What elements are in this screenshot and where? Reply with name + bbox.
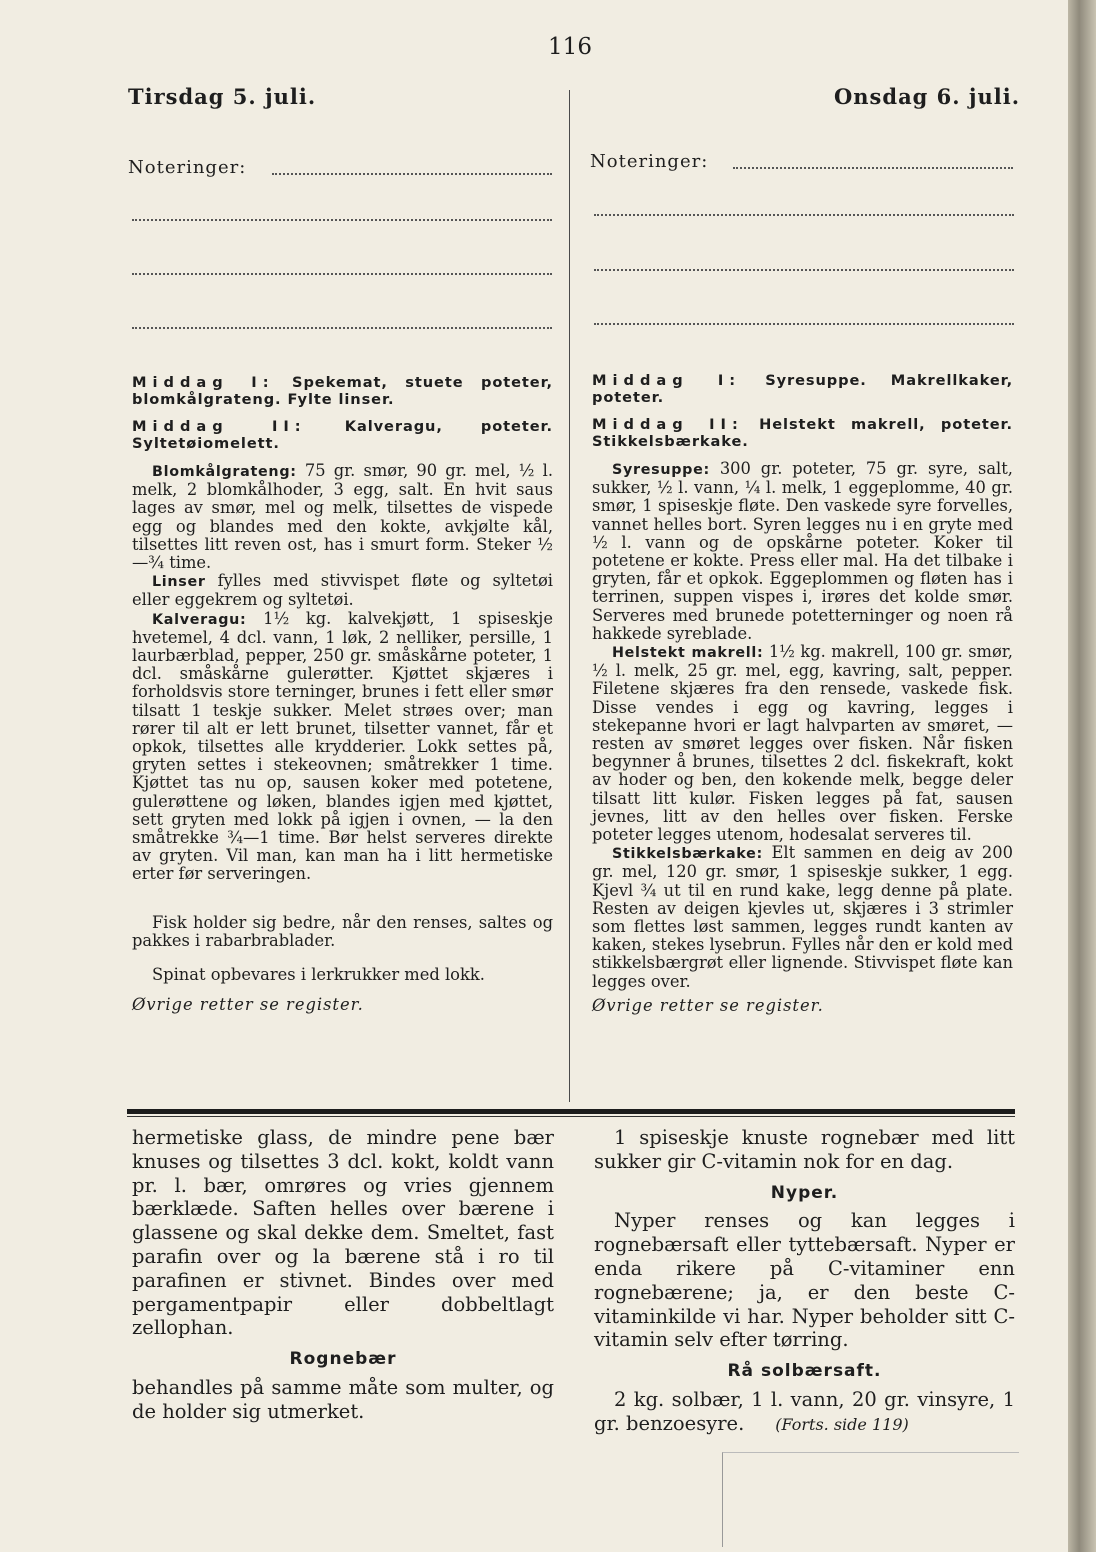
recipe-kalveragu: Kalveragu: 1½ kg. kalvekjøtt, 1 spiseskje hvetemel, 4 dcl. vann, 1 løk, 2 nelliker, persille, 1 laurbærblad, pepper, 250 gr. småskårne poteter, 1 dcl. småskårne gulerøtter. Kjøttet skjæres i forholdsvis store terninger, brunes i fett eller smør tilsatt 1 teskje sukker. Melet strøes over; man rører til alt er lett brunet, tilsetter vannet, får et opkok, tilsettes alle krydderier. Lokk settes på, gryten settes i stekeovnen; småtrekker 1 time. Kjøttet tas nu op, sausen koker med potetene, gulerøttene og løken, blandes igjen med kjøttet, sett gryten med lokk på igjen i ovnen, — la den småtrekke ¾—1 time. Bør helst serveres direkte av gryten. Vil man, kan man ha i litt hermetiske erter før serveringen. [132,608,553,884]
solbaersaft-paragraph: 2 kg. solbær, 1 l. vann, 20 gr. vinsyre, 1 gr. benzoesyre. (Forts. side 119) [594,1387,1015,1435]
notes-line [132,327,552,329]
menu-2-right: Middag II: Helstekt makrell, poteter. Stikkelsbærkake. [592,416,1013,450]
recipe-syresuppe: Syresuppe: 300 gr. poteter, 75 gr. syre, salt, sukker, ½ l. vann, ¼ l. melk, 1 eggeplomme, 40 gr. smør, 1 spiseskje fløte. Den vaskede syre forvelles, vannet helles bort. Syren legges nu i en gryte med ½ l. vann og de opskårne poteter. Koker til potetene er kokte. Press eller mal. Ha det tilbake i gryten, får et opkok. Eggeplommen og fløten has i terrinen, suppen vispes i, irøres det kolde smør. Serveres med brunede potetterninger og noen rå hakkede syreblade. [592,459,1013,643]
notes-line [594,323,1014,325]
date-heading-left: Tirsdag 5. juli. [128,84,317,109]
menu-2-left: Middag II: Kalveragu, poteter. Syltetøiomelett. [132,418,553,452]
rognebaer-vitamin-paragraph: 1 spiseskje knuste rognebær med litt sukker gir C-vitamin nok for en dag. [594,1126,1015,1173]
notes-line [272,173,552,175]
recipe-stikkelsbaerkake: Stikkelsbærkake: Elt sammen en deig av 200 gr. mel, 120 gr. smør, 1 spiseskje sukker, 1 egg. Kjevl ¾ ut til en rund kake, legg denne på plate. Resten av deigen kjevles ut, skjæres i 3 strimler som flettes løst sammen, legges rundt kanten av kaken, stekes lysebrun. Fylles når den er kold med stikkelsbærgrøt eller lignende. Stivvispet fløte kan legges over. [592,843,1013,991]
continued-note: (Forts. side 119) [775,1414,909,1434]
footer-register-left: Øvrige retter se register. [132,995,364,1015]
stamp-box [722,1452,1019,1547]
recipe-linser: Linser fylles med stivvispet fløte og syltetøi eller eggekrem og syltetøi. [132,571,553,610]
page-number: 116 [548,34,592,60]
notes-label-right: Noteringer: [590,151,709,172]
rognebaer-paragraph: behandles på samme måte som multer, og de holder sig utmerket. [132,1375,554,1423]
recipe-helstekt-makrell: Helstekt makrell: 1½ kg. makrell, 100 gr. smør, ½ l. melk, 25 gr. mel, egg, kavring, salt, pepper. Filetene skjæres fra den rensede, vaskede fisk. Disse vendes i egg og kavring, legges i stekepanne hvori er lagt halvparten av smøret, — resten av smøret legges over fisken. Når fisken begynner å brunes, tilsettes 2 dcl. fiskekraft, kokt av hoder og ben, den kokende melk, begge deler tilsatt litt kulør. Fisken legges på fat, sausen jevnes, litt av den helles over fisken. Ferske poteter legges utenom, hodesalat serveres til. [592,642,1013,845]
recipe-blomkalgrateng: Blomkålgrateng: 75 gr. smør, 90 gr. mel, ½ l. melk, 2 blomkålhoder, 3 egg, salt. En hvit saus lages av smør, mel og melk, tilsettes de vispede egg og blandes med den kokte, avkjølte kål, tilsettes litt reven ost, has i smurt form. Steker ½—¾ time. [132,461,553,573]
notes-line [594,269,1014,271]
notes-label-left: Noteringer: [128,157,247,178]
heading-nyper: Nyper. [770,1182,839,1203]
heading-rognebaer: Rognebær [289,1349,397,1370]
tip-spinat: Spinat opbevares i lerkrukker med lokk. [152,965,485,985]
tip-fisk: Fisk holder sig bedre, når den renses, saltes og pakkes i rabarbrablader. [132,912,553,950]
notes-line [733,167,1013,169]
date-heading-right: Onsdag 6. juli. [834,84,1021,109]
column-divider [569,90,570,1102]
section-rule-thin [127,1116,1015,1117]
lower-right-text [594,1126,1015,1437]
notes-line [132,273,552,275]
heading-solbaersaft: Rå solbærsaft. [727,1361,882,1382]
section-rule [127,1109,1015,1114]
nyper-paragraph: Nyper renses og kan legges i rognebærsaft eller tyttebærsaft. Nyper er enda rikere på C-vitaminer enn rognebærene; ja, er den beste C-vitaminkilde vi har. Nyper beholder sitt C-vitamin selv efter tørring. [594,1209,1015,1352]
lower-left-text [132,1126,554,1424]
menu-1-left: Middag I: Spekemat, stuete poteter, blomkålgrateng. Fylte linser. [132,374,553,408]
book-page-edge [1068,0,1096,1552]
left-recipe-column [132,374,553,1014]
menu-1-right: Middag I: Syresuppe. Makrellkaker, poteter. [592,372,1014,406]
footer-register-right: Øvrige retter se register. [592,995,824,1015]
right-recipe-column [592,372,1013,1015]
notes-line [132,219,552,221]
berry-storage-paragraph: hermetiske glass, de mindre pene bær knuses og tilsettes 3 dcl. kokt, koldt vann pr. l. bær, omrøres og vries gjennem bærklæde. Saften helles over bærene i glassene og skal dekke dem. Smeltet, fast parafin over og la bærene stå i ro til parafinen er stivnet. Bindes over med pergamentpapir eller dobbeltlagt zellophan. [132,1126,554,1340]
notes-line [594,214,1014,216]
